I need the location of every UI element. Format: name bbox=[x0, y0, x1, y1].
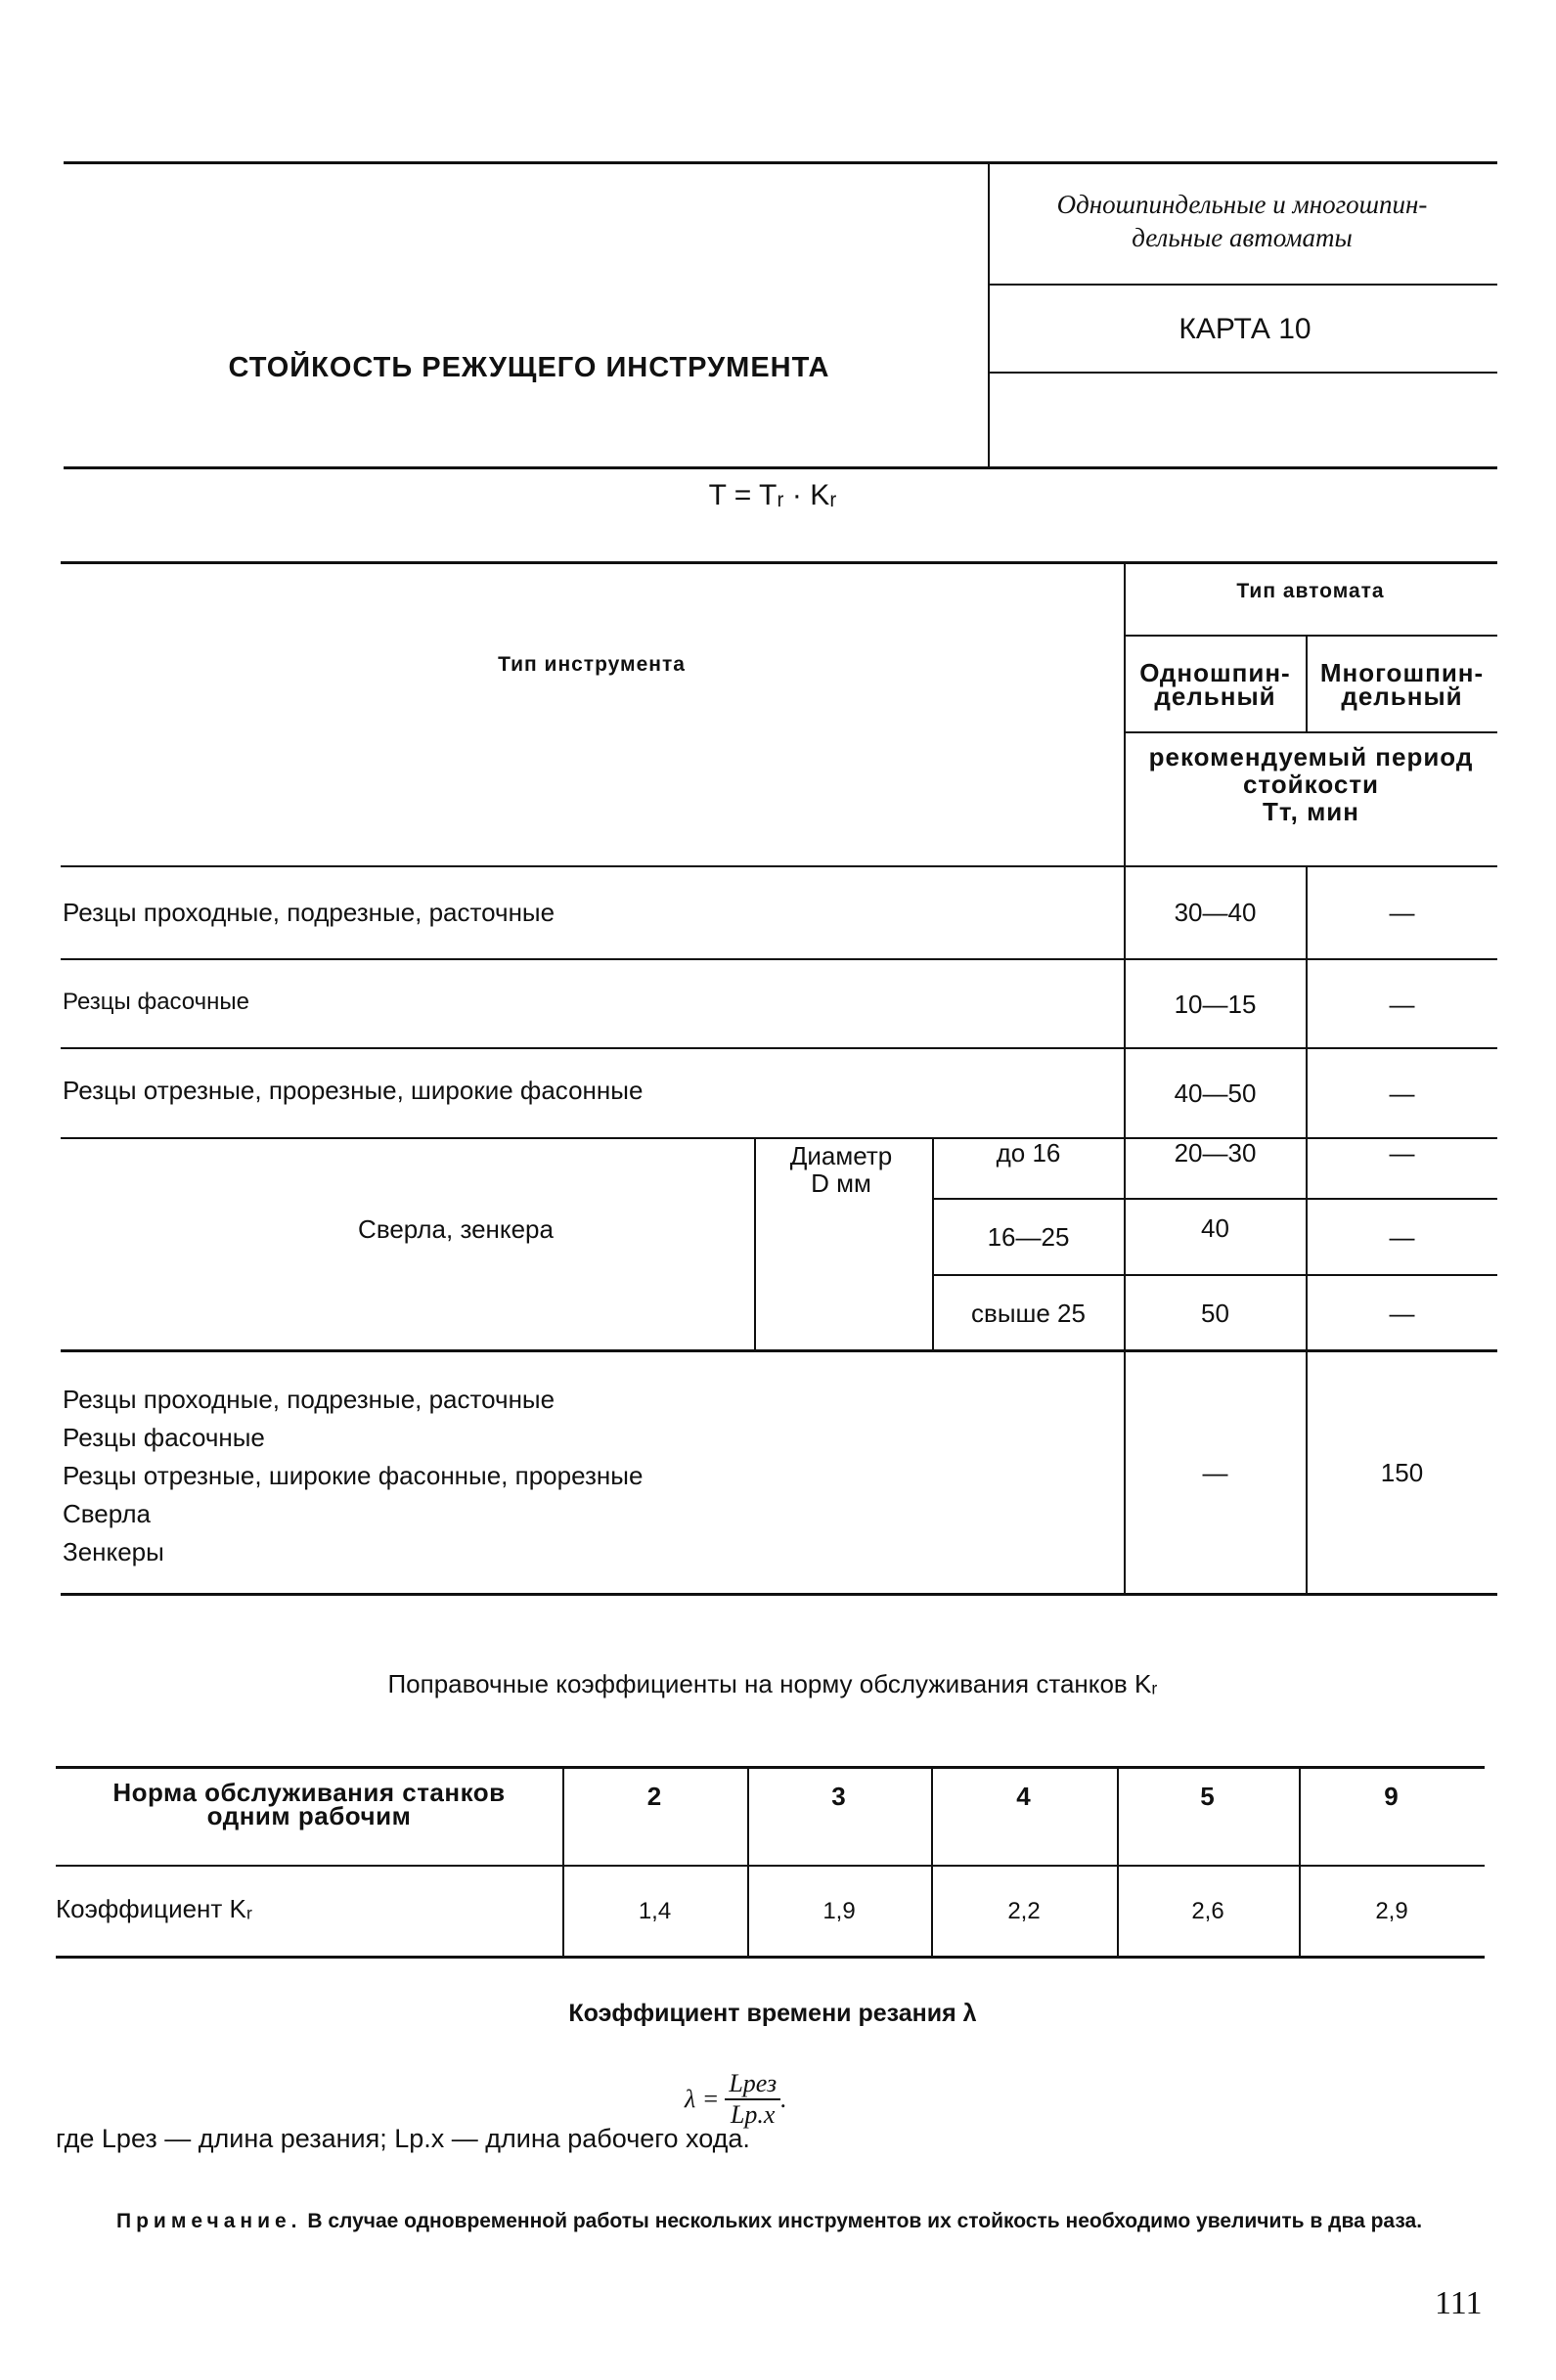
col-multi-header: Многошпин- дельный bbox=[1319, 657, 1485, 711]
coef-value: 2,2 bbox=[1007, 1897, 1041, 1924]
col-tool-header: Тип инструмента bbox=[498, 653, 686, 676]
col-machine-header: Тип автомата bbox=[1236, 580, 1385, 602]
norm-label: Норма обслуживания станков одним рабочим bbox=[112, 1778, 506, 1830]
col-period-header: рекомендуемый период стойкости Tт, мин bbox=[1148, 742, 1474, 826]
row-tool: Резцы фасочные bbox=[63, 989, 249, 1015]
note-label: Примечание. bbox=[116, 2210, 302, 2232]
tool-item: Резцы проходные, подрезные, расточные bbox=[63, 1385, 556, 1414]
drill-multi: — bbox=[1389, 1222, 1415, 1252]
tool-item: Резцы отрезные, широкие фасонные, прорезные bbox=[63, 1461, 644, 1490]
coef-label: Коэффициент Kᵣ bbox=[56, 1894, 253, 1923]
rule bbox=[988, 284, 1497, 286]
note-text: В случае одновременной работы нескольких инструментов их стойкость необходимо увеличить в два раза. bbox=[307, 2210, 1423, 2232]
multi-group-multi: 150 bbox=[1380, 1457, 1424, 1487]
row-multi: — bbox=[1389, 898, 1415, 927]
row-tool: Резцы проходные, подрезные, расточные bbox=[63, 898, 556, 927]
drill-single: 40 bbox=[1201, 1213, 1229, 1243]
rule bbox=[56, 1956, 1485, 1959]
rule bbox=[64, 161, 1497, 164]
row-multi: — bbox=[1389, 989, 1415, 1019]
rule bbox=[61, 561, 1497, 564]
coef-value: 1,4 bbox=[638, 1897, 672, 1924]
main-formula: T = Tᵣ · Kᵣ bbox=[708, 479, 837, 511]
where-text: где Lрез — длина резания; Lр.х — длина рабочего хода. bbox=[56, 2124, 750, 2153]
divider bbox=[988, 162, 990, 468]
numerator: Lрез bbox=[725, 2069, 780, 2100]
machine-type bbox=[1057, 188, 1428, 254]
coef-title: Поправочные коэффициенты на норму обслуживания станков Kᵣ bbox=[387, 1669, 1158, 1698]
norm-value: 2 bbox=[646, 1781, 663, 1811]
row-single: 40—50 bbox=[1174, 1079, 1257, 1108]
formula-lhs: λ = bbox=[685, 2085, 720, 2113]
drills-tool: Сверла, зенкера bbox=[358, 1214, 554, 1244]
norm-value: 4 bbox=[1016, 1781, 1032, 1811]
card-number: КАРТА 10 bbox=[1178, 313, 1311, 345]
machine-type-line: Одношпиндельные и многошпин- bbox=[1056, 190, 1428, 219]
note bbox=[56, 2208, 1484, 2234]
row-multi: — bbox=[1389, 1079, 1415, 1108]
drill-range: до 16 bbox=[996, 1138, 1061, 1168]
drills-param: Диаметр D мм bbox=[789, 1141, 893, 1198]
rule bbox=[988, 372, 1497, 374]
tool-item: Резцы фасочные bbox=[63, 1423, 265, 1452]
coef-value: 2,6 bbox=[1191, 1897, 1224, 1924]
row-single: 10—15 bbox=[1174, 989, 1257, 1019]
multi-group-tools bbox=[63, 1381, 643, 1571]
rule bbox=[64, 466, 1497, 469]
lambda-title: Коэффициент времени резания λ bbox=[568, 2000, 977, 2027]
page-number: 111 bbox=[1435, 2285, 1483, 2321]
drill-multi: — bbox=[1389, 1138, 1415, 1168]
norm-value: 9 bbox=[1384, 1781, 1400, 1811]
page-title: СТОЙКОСТЬ РЕЖУЩЕГО ИНСТРУМЕНТА bbox=[228, 352, 830, 383]
coef-value: 1,9 bbox=[822, 1897, 856, 1924]
row-tool: Резцы отрезные, прорезные, широкие фасонные bbox=[63, 1076, 644, 1105]
col-single-header: Одношпин- дельный bbox=[1139, 657, 1291, 711]
drill-single: 20—30 bbox=[1174, 1138, 1257, 1168]
norm-value: 3 bbox=[831, 1781, 847, 1811]
rule bbox=[61, 1593, 1497, 1596]
coef-value: 2,9 bbox=[1375, 1897, 1408, 1924]
multi-group-single: — bbox=[1202, 1457, 1228, 1487]
tool-item: Сверла bbox=[63, 1499, 151, 1528]
denominator: Lр.х bbox=[730, 2100, 776, 2129]
norm-value: 5 bbox=[1200, 1781, 1216, 1811]
fraction bbox=[725, 2069, 780, 2130]
row-single: 30—40 bbox=[1174, 898, 1257, 927]
drill-range: 16—25 bbox=[987, 1222, 1070, 1252]
drill-single: 50 bbox=[1201, 1298, 1229, 1328]
divider bbox=[754, 1138, 756, 1350]
tool-item: Зенкеры bbox=[63, 1537, 164, 1566]
machine-type-line: дельные автоматы bbox=[1132, 223, 1353, 252]
drill-multi: — bbox=[1389, 1298, 1415, 1328]
drill-range: свыше 25 bbox=[971, 1298, 1086, 1328]
formula-end: . bbox=[780, 2085, 787, 2113]
